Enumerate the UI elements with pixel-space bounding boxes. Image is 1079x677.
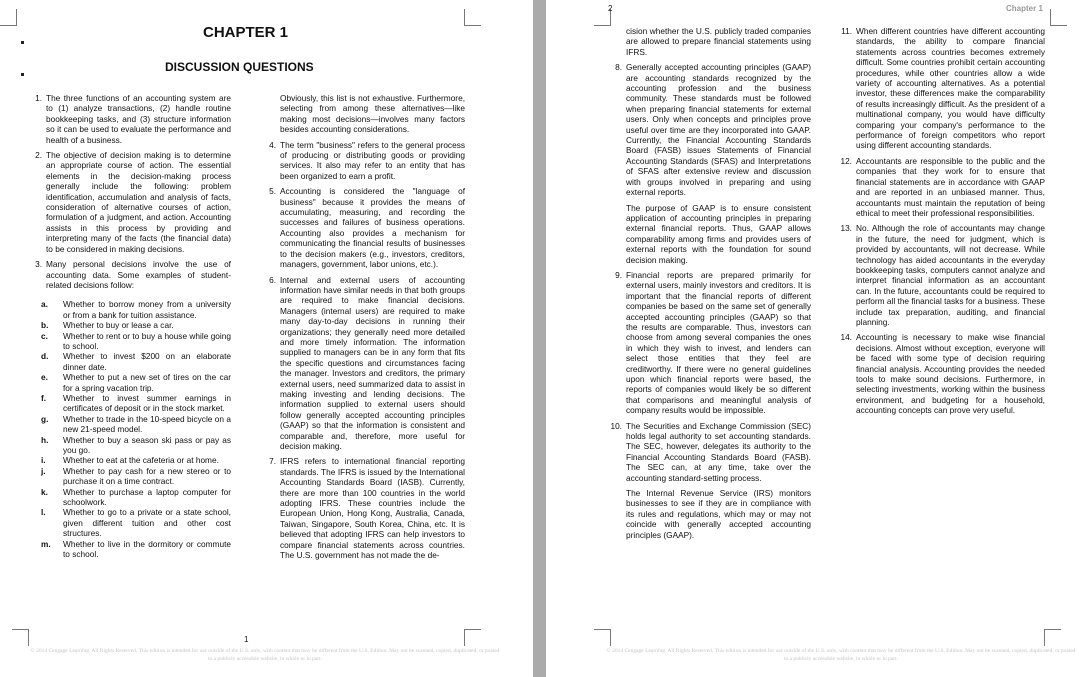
list-item [25, 507, 231, 538]
question-number: 11. [841, 26, 852, 36]
crop-mark-bottom-right [1044, 629, 1061, 646]
item-letter: l. [41, 507, 46, 518]
question-number: 10. [610, 420, 622, 431]
question-number: 7. [269, 456, 276, 467]
item-letter: b. [41, 320, 49, 331]
list-item [25, 351, 231, 372]
question-text: Accounting is considered the "language of business" because it provides the means of accumulating, measuring, and recording the successes and failures of business operations. Accounting also provides a mechanism for communicating the financial results of businesses to the decision makers (e.g., investors, creditors, managers, government, labor unions, etc.). [280, 186, 465, 270]
question-text: The term "business" refers to the general process of producing or distributing goods or providing services. It also may refer to an entity that has been organized to earn a profit. [280, 139, 465, 181]
page2-left-column [605, 26, 811, 545]
question-text: Internal and external users of accounting information have similar needs in that both groups are required to make financial decisions. Managers (internal users) are required to make many day-to-day decisions in running their organizations; they generally need more detailed and more timely information. The information supplied to managers can be in any form that fits the specific questions and circumstances facing the manager. Investors and creditors, the primary external users, need summarized data to assist in making investing and lending decisions. The information supplied to external users should follow generally accepted accounting principles (GAAP) so that the information is consistent and comparable and, therefore, more useful for decision making. [280, 274, 465, 451]
list-item [25, 393, 231, 414]
running-head: Chapter 1 [1006, 4, 1043, 13]
list-item [25, 414, 231, 435]
question-number: 3. [35, 259, 42, 270]
list-item [25, 466, 231, 487]
item-letter: f. [41, 392, 47, 403]
question-8-paragraph-2: The purpose of GAAP is to ensure consistent application of accounting principles in preparing external financial reports. Thus, GAAP allows comparability among firms and provides users of external reports with the foundation for sound decision making. [626, 202, 811, 265]
question-10 [605, 421, 811, 483]
item-text: Whether to borrow money from a university or from a bank for tuition assistance. [63, 299, 231, 320]
page-number: 2 [608, 4, 613, 13]
question-text: No. Although the role of accountants may change in the future, the need for judgment, which is provided by accountants, will not decrease. While technology has aided accountants in the everyday bookkeeping tasks, computers cannot analyze and interpret financial information as an accountant can. In the future, accountants could be required to perform all the financial tasks for a business. These include tax preparation, auditing, and financial planning. [856, 223, 1045, 327]
crop-mark-bottom-left [12, 629, 29, 646]
question-7 [259, 456, 465, 560]
question-5 [259, 186, 465, 269]
question-text: Many personal decisions involve the use of accounting data. Some examples of student-related decisions follow: [46, 259, 231, 290]
item-letter: h. [41, 434, 49, 445]
document-page-1 [0, 0, 533, 677]
page1-left-column [25, 93, 231, 559]
question-9 [605, 270, 811, 416]
item-letter: g. [41, 413, 49, 424]
question-text: When different countries have different accounting standards, the ability to compare financial statements across countries becomes extremely difficult. Some countries prohibit certain accounting procedures, while other countries allow a wide variety of accounting alternatives. As a potential investor, these differences make the comparability of results increasingly difficult. As the president of a multinational company, you would have difficulty comparing your company's performance to the performance of foreign competitors who report using different accounting standards. [856, 26, 1045, 151]
list-item [25, 539, 231, 560]
question-12 [835, 156, 1045, 218]
list-item [25, 487, 231, 508]
question-text: The Securities and Exchange Commission (SEC) holds legal authority to set accounting standards. The SEC, however, delegates its authority to the Financial Accounting Standards Board (FASB). The SEC can, at any time, take over the accounting standard-setting process. [626, 420, 811, 483]
item-letter: k. [41, 486, 48, 497]
crop-mark-top-right [464, 9, 481, 26]
item-text: Whether to buy a season ski pass or pay as you go. [63, 434, 231, 455]
item-text: Whether to invest $200 on an elaborate dinner date. [63, 351, 231, 372]
list-bullet [21, 73, 24, 76]
question-number: 6. [269, 274, 276, 285]
page-number: 1 [244, 635, 249, 644]
question-number: 12. [840, 155, 852, 166]
question-text: IFRS refers to international financial reporting standards. The IFRS is issued by the International Accounting Standards Board (IASB). Currently, there are more than 100 countries in the world adopting IFRS. These countries include the European Union, Hong Kong, Australia, Canada, Taiwan, Singapore, South Korea, China, etc. It is believed that adopting IFRS can help investors to compare financial statements across countries. The U.S. government has not made the de- [280, 456, 465, 561]
item-text: Whether to live in the dormitory or commute to school. [63, 538, 231, 560]
list-item [25, 320, 231, 330]
page2-right-column [835, 26, 1045, 421]
copyright-footer: © 2014 Cengage Learning. All Rights Reserved. This edition is intended for use outside of the U.S. only, with content that may be different from the U.S. Edition. May not be scanned, copied, duplicated, or posted to a publicly accessible website, in whole or in part. [30, 648, 500, 662]
list-item [25, 455, 231, 465]
list-item [25, 372, 231, 393]
page1-right-column [259, 93, 465, 565]
question-text: Generally accepted accounting principles (GAAP) are accounting standards recognized by the accounting profession and the business community. These standards must be followed when preparing financial statements for external users. Only when concepts and principles prove useful over time are they incorporated into GAAP. Currently, the Financial Accounting Standards Board (FASB) issues Statements of Financial Accounting Standards (SFAS) and Interpretations of SFAS after extensive review and discussion with groups involved in preparing and using external reports. [626, 62, 811, 198]
item-text: Whether to purchase a laptop computer for schoolwork. [63, 486, 231, 508]
question-number: 13. [840, 223, 852, 234]
question-number: 9. [615, 269, 622, 280]
item-text: Whether to buy or lease a car. [63, 320, 174, 331]
question-8 [605, 62, 811, 197]
crop-mark-top-right [1050, 9, 1067, 26]
section-title: DISCUSSION QUESTIONS [165, 60, 314, 74]
item-letter: e. [41, 372, 48, 383]
question-text: The objective of decision making is to determine an appropriate course of action. The essential elements in the decision-making process generally include the following: problem identification, accumulation and analysis of facts, consideration of alternative courses of action, formulation of a judgment, and action. Accounting assists in this process by providing and interpreting many of the facts (the financial data) to be considered in making decisions. [46, 150, 231, 254]
question-6 [259, 275, 465, 452]
question-11 [835, 26, 1045, 151]
item-text: Whether to pay cash for a new stereo or to purchase it on a time contract. [63, 465, 231, 487]
continuation-paragraph: cision whether the U.S. publicly traded companies are allowed to prepare financial statements using IFRS. [626, 26, 811, 57]
item-text: Whether to rent or to buy a house while going to school. [63, 330, 231, 351]
document-page-2 [546, 0, 1079, 677]
question-number: 4. [269, 139, 276, 150]
item-text: Whether to put a new set of tires on the car for a spring vacation trip. [63, 372, 231, 393]
item-letter: d. [41, 351, 49, 362]
item-letter: i. [41, 455, 46, 466]
question-4 [259, 140, 465, 182]
question-2 [25, 150, 231, 254]
question-number: 14. [840, 332, 852, 343]
list-bullet [21, 41, 24, 44]
question-14 [835, 332, 1045, 415]
question-3 [25, 259, 231, 290]
item-text: Whether to invest summer earnings in certificates of deposit or in the stock market. [63, 392, 231, 414]
copyright-footer: © 2014 Cengage Learning. All Rights Reserved. This edition is intended for use outside of the U.S. only, with content that may be different from the U.S. Edition. May not be scanned, copied, duplicated, or posted to a publicly accessible website, in whole or in part. [606, 648, 1076, 662]
item-text: Whether to go to a private or a state school, given different tuition and other cost structures. [63, 507, 231, 539]
item-letter: a. [41, 299, 48, 310]
item-letter: j. [41, 465, 46, 476]
question-10-paragraph-2: The Internal Revenue Service (IRS) monitors businesses to see if they are in compliance with its rules and regulations, which may or may not coincide with generally accepted accounting principles (GAAP). [626, 488, 811, 540]
crop-mark-bottom-right [464, 629, 481, 646]
question-1 [25, 93, 231, 145]
question-13 [835, 223, 1045, 327]
crop-mark-bottom-left [594, 629, 611, 646]
question-text: The three functions of an accounting system are to (1) analyze transactions, (2) handle routine bookkeeping tasks, and (3) structure information so it can be used to evaluate the performance and health of a business. [46, 93, 231, 145]
question-number: 1. [35, 93, 42, 103]
continuation-paragraph: Obviously, this list is not exhaustive. Furthermore, selecting from among these alternatives—like making most decisions—involves many factors besides accounting considerations. [280, 93, 465, 135]
question-number: 5. [269, 186, 276, 197]
question-number: 2. [35, 150, 42, 161]
list-item [25, 435, 231, 456]
list-item [25, 331, 231, 352]
question-text: Accountants are responsible to the public and the companies that they work for to ensure that financial statements are in accordance with GAAP and are reported in an unbiased manner. Thus, accountants must maintain the reputation of being ethical to meet their professional responsibilities. [856, 155, 1045, 218]
item-text: Whether to eat at the cafeteria or at home. [63, 455, 219, 466]
chapter-title: CHAPTER 1 [203, 24, 289, 41]
question-text: Financial reports are prepared primarily for external users, mainly investors and creditors. It is important that the financial reports of different companies be based on the same set of generally accepted accounting principles (GAAP) so that the results are comparable. Thus, investors can choose from among several companies the ones in which they wish to invest, and lenders can select those entities that they feel are creditworthy. If there were no general guidelines upon which financial reports were based, the reports of companies would likely be so different that comparisons and meaningful analysis of company results would be impossible. [626, 269, 811, 416]
list-item [25, 299, 231, 320]
crop-mark-top-left [0, 9, 17, 26]
item-letter: m. [41, 538, 51, 549]
question-number: 8. [615, 62, 622, 73]
item-letter: c. [41, 330, 48, 341]
question-text: Accounting is necessary to make wise financial decisions. Almost without exception, everyone will be faced with some type of decision requiring financial analysis. Accounting provides the needed tools to make sound decisions. Furthermore, in selecting investments, working within the business environment, and budgeting for a household, accounting concepts can prove very useful. [856, 332, 1045, 416]
item-text: Whether to trade in the 10-speed bicycle on a new 21-speed model. [63, 413, 231, 435]
